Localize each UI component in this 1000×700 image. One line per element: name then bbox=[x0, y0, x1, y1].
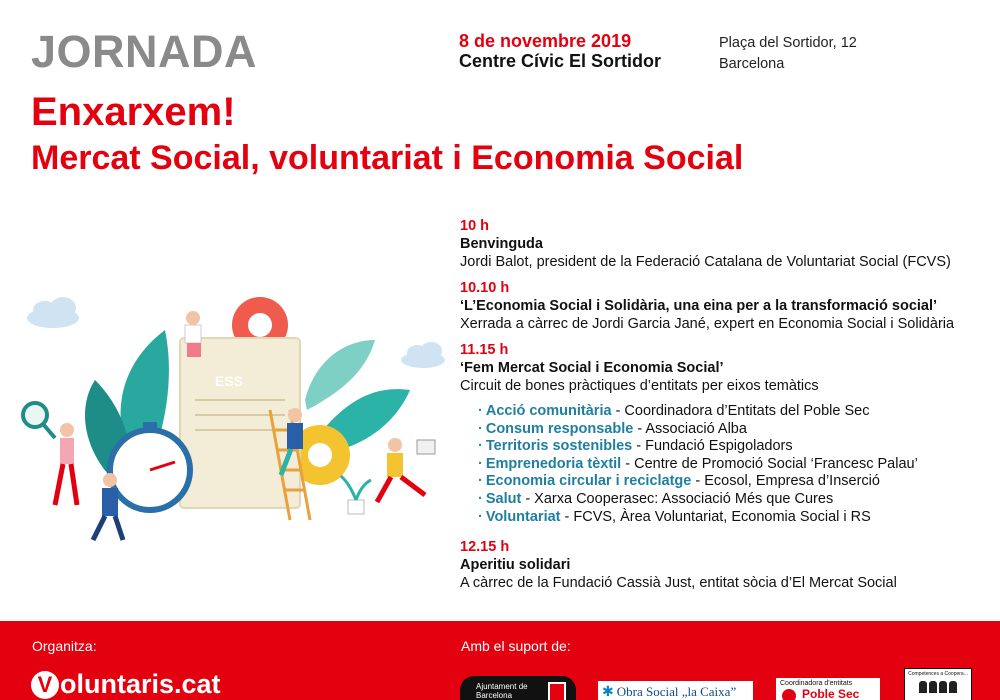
agenda-item bbox=[460, 217, 990, 271]
list-item bbox=[478, 421, 990, 439]
topic-desc: - Coordinadora d’Entitats del Poble Sec bbox=[611, 403, 870, 419]
bullet-icon: · bbox=[478, 438, 483, 455]
topic-name: Territoris sostenibles bbox=[485, 438, 633, 455]
agenda-item bbox=[460, 341, 990, 395]
magnifier-icon bbox=[23, 403, 47, 427]
voluntaris-v-icon: V bbox=[31, 671, 59, 699]
address-line-2: Barcelona bbox=[719, 56, 785, 72]
topic-desc: - FCVS, Àrea Voluntariat, Economia Social i RS bbox=[560, 508, 871, 525]
bullet-icon: · bbox=[478, 473, 483, 490]
cloud-left bbox=[27, 297, 79, 328]
bullet-icon: · bbox=[478, 455, 483, 472]
cooperasec-logo bbox=[904, 668, 972, 700]
list-item bbox=[478, 473, 990, 491]
event-kicker: JORNADA bbox=[31, 26, 258, 77]
bullet-icon: · bbox=[478, 490, 483, 507]
event-illustration bbox=[15, 290, 455, 550]
caixa-star-icon: ✱ bbox=[602, 685, 614, 700]
ajuntament-line-2: Barcelona bbox=[476, 691, 513, 700]
poble-sec-logo bbox=[776, 678, 880, 700]
event-date: 8 de novembre 2019 bbox=[459, 31, 632, 51]
person-running bbox=[377, 438, 435, 502]
ess-board-label: ESS bbox=[215, 373, 244, 389]
cooperasec-figures-icon bbox=[907, 681, 969, 693]
potted-plant bbox=[341, 476, 371, 514]
obra-social-la-caixa-logo bbox=[598, 681, 753, 700]
topic-name: Consum responsable bbox=[485, 420, 634, 437]
person-magnifier bbox=[55, 423, 77, 505]
list-item bbox=[478, 456, 990, 474]
agenda-time: 12.15 h bbox=[460, 539, 510, 556]
agenda-title: ‘L’Economia Social i Solidària, una eina per a la transformació social’ bbox=[460, 298, 938, 314]
agenda bbox=[460, 217, 990, 592]
cooperasec-small-text: Competences a Coopera... bbox=[908, 671, 968, 677]
ajuntament-line-1: Ajuntament de bbox=[476, 682, 528, 691]
topic-desc: - Xarxa Cooperasec: Associació Més que Cures bbox=[521, 490, 834, 507]
cloud-right bbox=[401, 342, 445, 368]
event-venue: Centre Cívic El Sortidor bbox=[459, 51, 662, 71]
bullet-icon: · bbox=[478, 403, 483, 419]
agenda-title: Aperitiu solidari bbox=[460, 557, 571, 574]
poble-sec-mark-icon bbox=[782, 689, 796, 700]
voluntaris-logo bbox=[31, 669, 221, 700]
agenda-desc: Jordi Balot, president de la Federació Catalana de Voluntariat Social (FCVS) bbox=[460, 254, 951, 270]
topic-desc: - Fundació Espigoladors bbox=[632, 438, 793, 455]
topic-name: Salut bbox=[485, 490, 522, 507]
agenda-desc: Xerrada a càrrec de Jordi Garcia Jané, expert en Economia Social i Solidària bbox=[460, 316, 955, 332]
event-subtitle: Mercat Social, voluntariat i Economia Social bbox=[31, 139, 744, 177]
topic-desc: - Ecosol, Empresa d’Inserció bbox=[691, 473, 880, 490]
support-label: Amb el suport de: bbox=[461, 638, 571, 654]
voluntaris-logo-text: oluntaris.cat bbox=[60, 669, 221, 699]
ajuntament-barcelona-logo bbox=[460, 676, 576, 700]
agenda-item bbox=[460, 279, 990, 333]
organizer-label: Organitza: bbox=[32, 638, 97, 654]
poble-sec-small-text: Coordinadora d'entitats bbox=[780, 680, 853, 687]
address-line-1: Plaça del Sortidor, 12 bbox=[719, 35, 857, 51]
topic-name: Economia circular i reciclatge bbox=[485, 473, 692, 490]
agenda-title: ‘Fem Mercat Social i Economia Social’ bbox=[460, 360, 724, 376]
poble-sec-big-text: Poble Sec bbox=[802, 687, 860, 700]
topic-desc: - Centre de Promoció Social ‘Francesc Palau’ bbox=[621, 455, 918, 472]
person-with-megaphone bbox=[185, 311, 201, 357]
agenda-time: 10.10 h bbox=[460, 280, 510, 296]
bullet-icon: · bbox=[478, 508, 483, 525]
list-item bbox=[478, 403, 990, 421]
agenda-time: 10 h bbox=[460, 218, 490, 234]
footer-band bbox=[0, 621, 1000, 700]
barcelona-crest-icon bbox=[548, 682, 566, 700]
list-item bbox=[478, 438, 990, 456]
agenda-item-final bbox=[460, 538, 990, 592]
event-title: Enxarxem! bbox=[31, 90, 236, 134]
caixa-logo-text: Obra Social „la Caixa” bbox=[616, 684, 737, 699]
topics-list bbox=[478, 403, 990, 526]
agenda-title: Benvinguda bbox=[460, 236, 543, 252]
bullet-icon: · bbox=[478, 420, 483, 437]
topic-name: Acció comunitària bbox=[485, 403, 612, 419]
topic-name: Voluntariat bbox=[485, 508, 561, 525]
topic-name: Emprenedoria tèxtil bbox=[485, 455, 622, 472]
agenda-time: 11.15 h bbox=[460, 342, 509, 358]
agenda-desc: Circuit de bones pràctiques d’entitats per eixos temàtics bbox=[460, 378, 819, 394]
agenda-desc: A càrrec de la Fundació Cassià Just, entitat sòcia d’El Mercat Social bbox=[460, 575, 897, 592]
list-item bbox=[478, 509, 990, 527]
list-item bbox=[478, 491, 990, 509]
event-address bbox=[719, 33, 857, 75]
topic-desc: - Associació Alba bbox=[633, 420, 747, 437]
